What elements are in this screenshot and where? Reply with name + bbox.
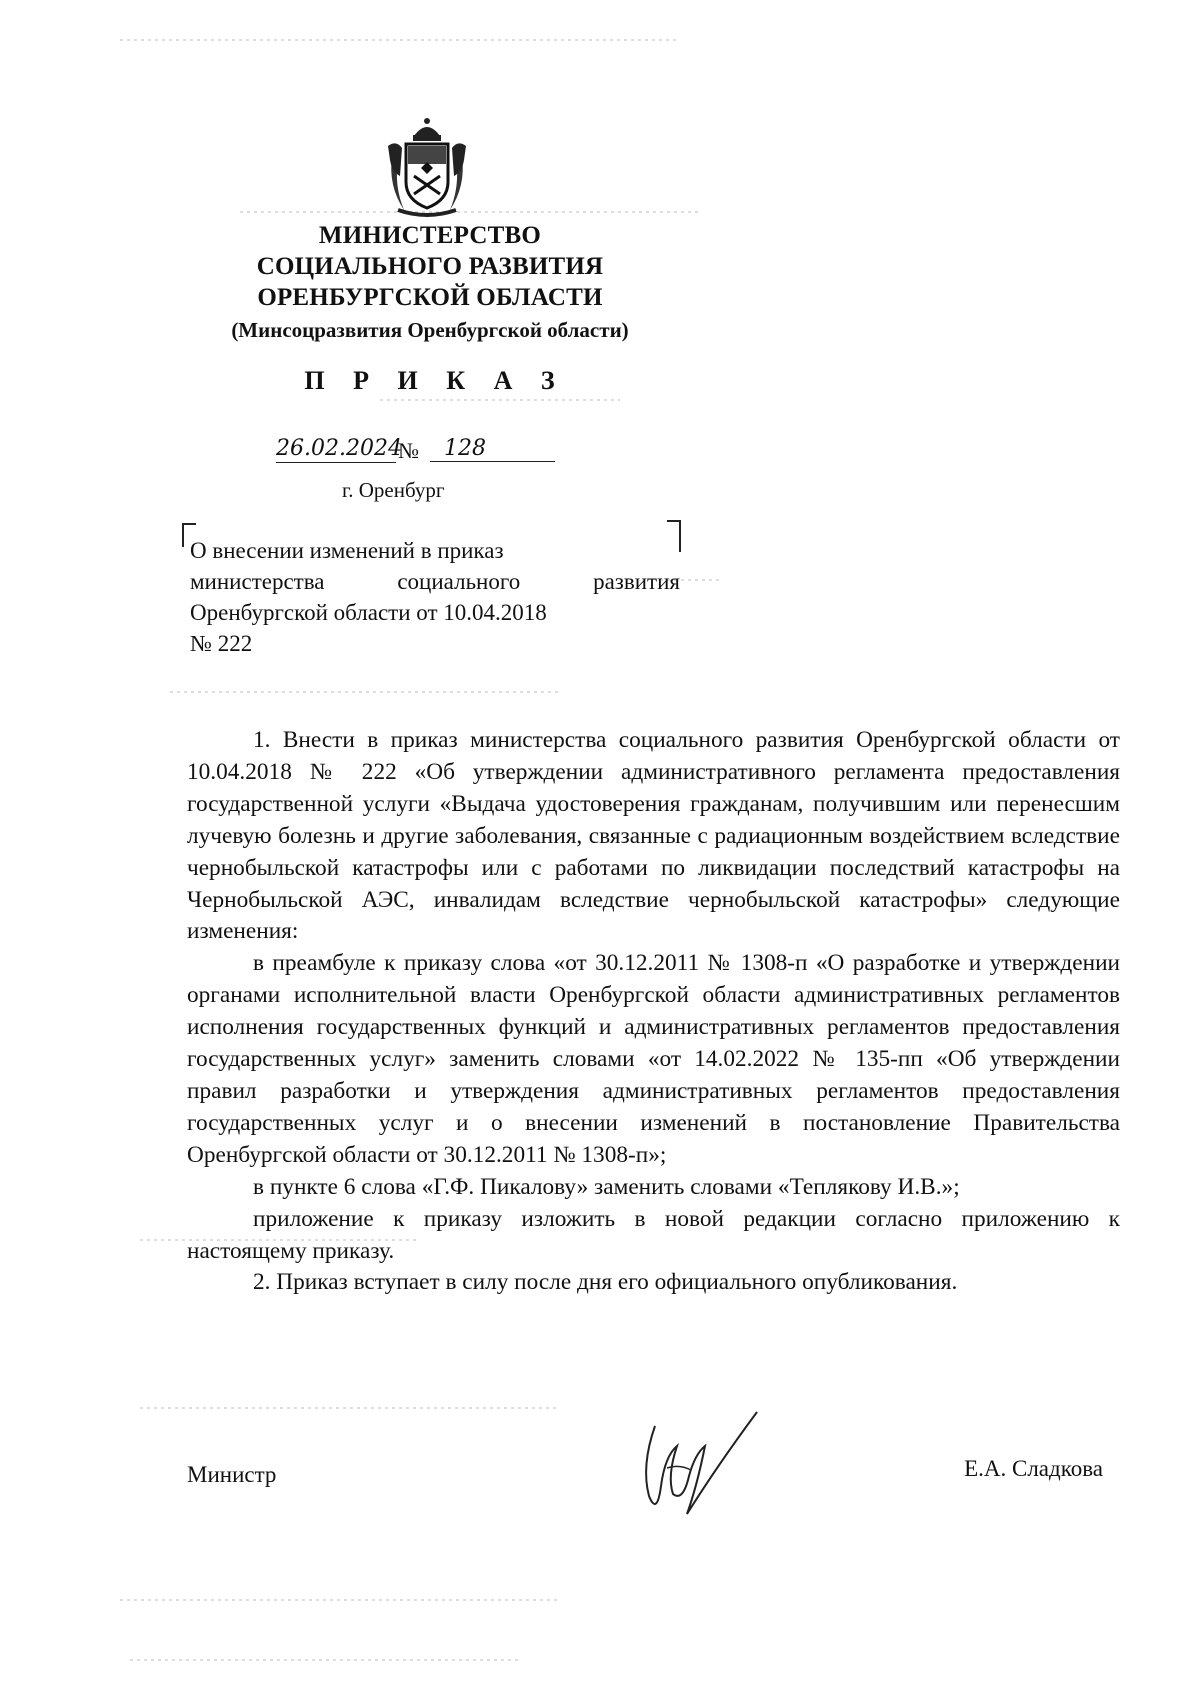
header-line-2: СОЦИАЛЬНОГО РАЗВИТИЯ bbox=[256, 253, 604, 280]
subject-line-1: О внесении изменений в приказ bbox=[190, 538, 504, 563]
ministry-short-name: (Минсоцразвития Оренбургской области) bbox=[231, 318, 629, 342]
body-paragraph-5: 2. Приказ вступает в силу после дня его официального опубликования. bbox=[253, 1269, 958, 1296]
signature-row bbox=[187, 1456, 1120, 1582]
orenburg-coat-of-arms-icon bbox=[384, 116, 470, 220]
number-sign: № bbox=[398, 438, 419, 463]
handwritten-signature-icon bbox=[627, 1406, 767, 1526]
order-city: г. Оренбург bbox=[342, 478, 445, 502]
body-paragraph-1: 1. Внести в приказ министерства социального развития Оренбургской области от 10.04.2018 № 222 «Об утверждении административного регламента предоставления государственной услуги «Выдача удостоверения гражданам, получившим или перенесшим лучевую болезнь и другие заболевания, связанные с радиационным воздействием вследствие чернобыльской катастрофы или с работами по ликвидации последствий катастрофы на Чернобыльской АЭС, инвалидам вследствие чернобыльской катастрофы» следующие изменения: bbox=[187, 727, 1120, 945]
subject-line-2: министерства социального развития bbox=[190, 569, 680, 594]
header-line-1: МИНИСТЕРСТВО bbox=[318, 222, 542, 249]
subject-line-4: № 222 bbox=[190, 631, 253, 656]
header-line-3: ОРЕНБУРГСКОЙ ОБЛАСТИ bbox=[257, 284, 603, 311]
body-paragraph-4: приложение к приказу изложить в новой редакции согласно приложению к настоящему приказу. bbox=[187, 1205, 1120, 1264]
order-number: 128 bbox=[430, 436, 555, 462]
body-paragraph-3: в пункте 6 слова «Г.Ф. Пикалову» заменить словами «Теплякову И.В.»; bbox=[253, 1173, 960, 1200]
order-subject bbox=[190, 535, 680, 659]
subject-line-3: Оренбургской области от 10.04.2018 bbox=[190, 600, 547, 625]
order-title: П Р И К А З bbox=[304, 366, 566, 395]
order-date-number-row bbox=[268, 436, 598, 468]
order-body bbox=[187, 725, 1120, 1299]
order-date: 26.02.2024 bbox=[276, 436, 402, 461]
body-paragraph-2: в преамбуле к приказу слова «от 30.12.2011 № 1308-п «О разработке и утверждении органами исполнительной власти Оренбургской области административных регламентов исполнения государственных функций и административных регламентов предоставления государственных услуг» заменить словами «от 14.02.2022 № 135-пп «Об утверждении правил разработки и утверждения административных регламентов предоставления государственных услуг и о внесении изменений в постановление Правительства Оренбургской области от 30.12.2011 № 1308-п»; bbox=[187, 950, 1120, 1168]
signatory-title: Министр bbox=[187, 1462, 277, 1487]
ministry-header bbox=[180, 220, 680, 345]
signatory-name: Е.А. Сладкова bbox=[964, 1456, 1103, 1481]
